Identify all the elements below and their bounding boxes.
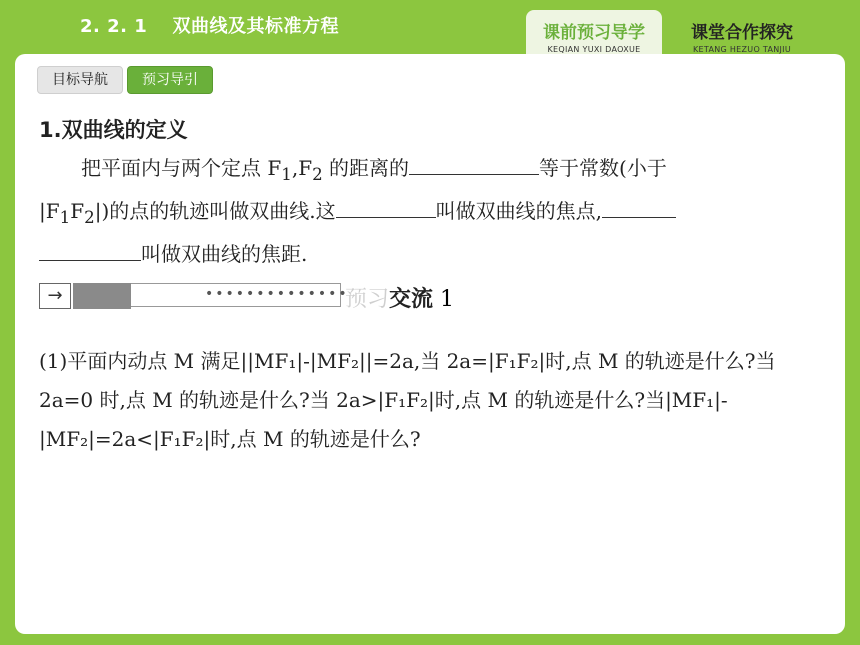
exchange-divider <box>39 282 459 310</box>
tab-preview-guide-sub: KEQIAN YUXI DAOXUE <box>547 45 641 54</box>
arrow-right-icon: → <box>39 283 71 309</box>
tab-preview-guide[interactable] <box>526 10 662 54</box>
tab-class-explore[interactable] <box>672 10 812 54</box>
definition-section <box>39 114 819 273</box>
blank-4[interactable] <box>39 238 141 261</box>
divider-block <box>73 283 131 309</box>
sub-navigation <box>37 66 213 92</box>
question-text: (1)平面内动点 M 满足||MF₁|-|MF₂||=2a,当 2a=|F₁F₂|时,点 M 的轨迹是什么?当 2a=0 时,点 M 的轨迹是什么?当 2a>|F₁F₂|时,点 M 的轨迹是什么?当|MF₁|-|MF₂|=2a<|F₁F₂|时,点 M 的轨迹是什么? <box>39 349 776 451</box>
blank-1[interactable] <box>409 152 539 175</box>
definition-paragraph: 把平面内与两个定点 $F_1,F_2$ 的距离的 等于常数(小于 $|F_1F_2|$)的点的轨迹叫做双曲线.这 叫做双曲线的焦点, 叫做双曲线的焦距. <box>39 150 819 273</box>
divider-dots: •••••••••••••• <box>205 286 349 302</box>
tab-class-explore-sub: KETANG HEZUO TANJIU <box>692 45 791 54</box>
tab-preview-guide-label: 课前预习导学 <box>543 23 645 43</box>
exchange-heading: 预习交流 1 <box>345 287 455 312</box>
blank-3[interactable] <box>602 195 676 218</box>
content-panel <box>15 54 845 634</box>
section-title: 1.双曲线的定义 <box>39 118 188 142</box>
subtab-goal-nav[interactable]: 目标导航 <box>37 66 123 94</box>
blank-2[interactable] <box>336 195 436 218</box>
subtab-preview-guide[interactable]: 预习导引 <box>127 66 213 94</box>
tab-class-explore-label: 课堂合作探究 <box>691 23 793 43</box>
page-header-title: 2. 2. 1 双曲线及其标准方程 <box>80 16 340 37</box>
